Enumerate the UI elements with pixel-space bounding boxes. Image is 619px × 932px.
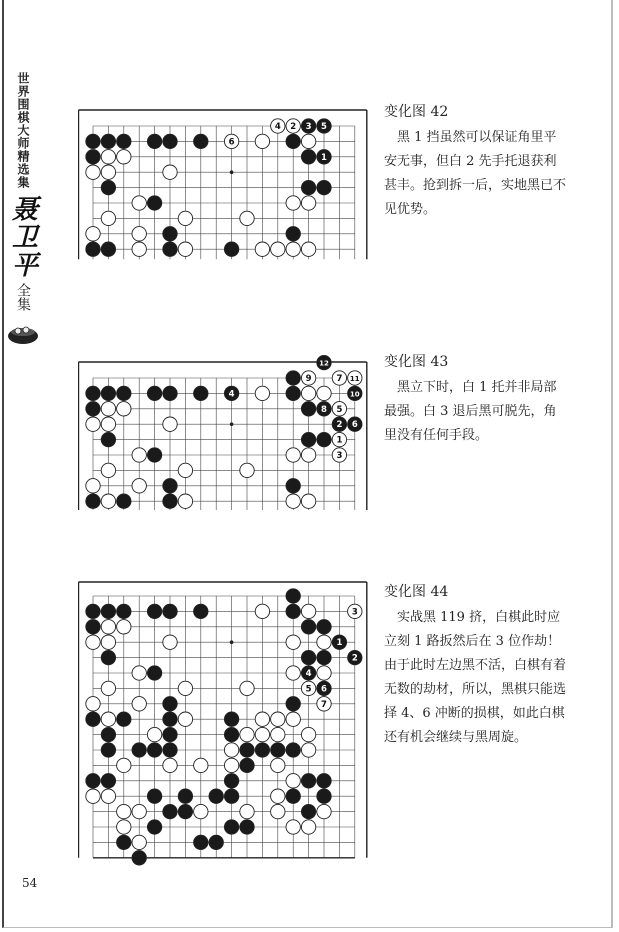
black-stone — [86, 620, 100, 634]
black-stone — [147, 604, 161, 618]
caption-body: 黑 1 挡虽然可以保证角里平安无事，但白 2 先手托退获利甚丰。抢到拆一后，实地黑已不见优势。 — [384, 130, 567, 217]
white-stone — [271, 789, 285, 803]
white-stone — [317, 386, 331, 400]
white-stone — [178, 681, 192, 695]
white-stone — [301, 604, 315, 618]
black-stone — [301, 432, 315, 446]
black-stone — [163, 479, 177, 493]
white-stone — [271, 758, 285, 772]
white-stone — [132, 804, 146, 818]
black-stone — [147, 386, 161, 400]
white-stone — [101, 165, 115, 179]
black-stone — [317, 789, 331, 803]
black-stone — [317, 119, 331, 133]
black-stone — [163, 386, 177, 400]
move-number: 3 — [336, 451, 343, 461]
move-number: 12 — [319, 359, 329, 368]
white-stone — [301, 242, 315, 256]
move-number: 3 — [351, 607, 358, 618]
black-stone — [224, 242, 238, 256]
black-stone — [240, 758, 254, 772]
black-stone — [348, 386, 362, 400]
white-stone — [132, 448, 146, 462]
black-stone — [286, 479, 300, 493]
star-point — [230, 422, 234, 426]
move-number: 2 — [351, 653, 358, 664]
white-stone — [240, 681, 254, 695]
white-stone — [86, 789, 100, 803]
black-stone — [147, 448, 161, 462]
white-stone — [271, 242, 285, 256]
star-point — [230, 640, 234, 644]
white-stone — [301, 196, 315, 210]
caption-body: 实战黑 119 挤，白棋此时应立刻 1 路扳然后在 3 位作劫！由于此时左边黑不活，白棋有着无数的劫材，所以，黑棋只能选择 4、6 冲断的损棋，如此白棋还有机会继续与黑周旋。 — [384, 610, 567, 745]
white-stone — [86, 227, 100, 241]
white-stone — [132, 697, 146, 711]
black-stone — [86, 134, 100, 148]
black-stone — [117, 386, 131, 400]
black-stone — [101, 242, 115, 256]
black-stone — [317, 355, 331, 369]
go-bowl-icon — [6, 323, 40, 345]
white-stone — [301, 134, 315, 148]
move-number: 10 — [349, 390, 360, 399]
black-stone — [101, 432, 115, 446]
white-stone — [147, 727, 161, 741]
white-stone — [101, 789, 115, 803]
white-stone — [332, 448, 346, 462]
black-stone — [194, 604, 208, 618]
white-stone — [332, 371, 346, 385]
black-stone — [147, 666, 161, 680]
black-stone — [163, 743, 177, 757]
caption-42 — [384, 100, 569, 222]
white-stone — [224, 743, 238, 757]
white-stone — [101, 402, 115, 416]
white-stone — [240, 804, 254, 818]
move-number: 6 — [351, 420, 358, 431]
move-number: 8 — [321, 404, 327, 415]
white-stone — [301, 727, 315, 741]
black-stone — [163, 134, 177, 148]
white-stone — [286, 448, 300, 462]
black-stone — [317, 180, 331, 194]
black-stone — [317, 402, 331, 416]
white-stone — [132, 666, 146, 680]
black-stone — [286, 227, 300, 241]
black-stone — [147, 820, 161, 834]
black-stone — [301, 620, 315, 634]
white-stone — [317, 635, 331, 649]
black-stone — [224, 820, 238, 834]
black-stone — [224, 386, 238, 400]
black-stone — [86, 242, 100, 256]
black-stone — [317, 681, 331, 695]
white-stone — [101, 463, 115, 477]
black-stone — [86, 774, 100, 788]
white-stone — [255, 386, 269, 400]
white-stone — [286, 666, 300, 680]
white-stone — [101, 494, 115, 508]
black-stone — [132, 743, 146, 757]
black-stone — [86, 712, 100, 726]
black-stone — [86, 386, 100, 400]
black-stone — [163, 697, 177, 711]
black-stone — [348, 650, 362, 664]
black-stone — [178, 789, 192, 803]
move-number: 7 — [321, 699, 327, 710]
white-stone — [132, 835, 146, 849]
white-stone — [286, 494, 300, 508]
black-stone — [301, 666, 315, 680]
white-stone — [255, 242, 269, 256]
black-stone — [147, 743, 161, 757]
white-stone — [317, 666, 331, 680]
black-stone — [286, 604, 300, 618]
move-number: 5 — [305, 684, 312, 695]
black-stone — [301, 774, 315, 788]
white-stone — [332, 402, 346, 416]
move-number: 6 — [228, 137, 235, 148]
white-stone — [101, 681, 115, 695]
white-stone — [271, 712, 285, 726]
black-stone — [286, 386, 300, 400]
black-stone — [332, 635, 346, 649]
white-stone — [301, 371, 315, 385]
black-stone — [101, 134, 115, 148]
white-stone — [86, 417, 100, 431]
white-stone — [117, 150, 131, 164]
black-stone — [101, 604, 115, 618]
white-stone — [117, 758, 131, 772]
move-number: 1 — [336, 435, 343, 446]
white-stone — [86, 697, 100, 711]
move-number: 4 — [274, 122, 281, 132]
black-stone — [117, 835, 131, 849]
white-stone — [178, 463, 192, 477]
caption-43 — [384, 350, 569, 448]
white-stone — [255, 712, 269, 726]
black-stone — [240, 820, 254, 834]
white-stone — [301, 494, 315, 508]
white-stone — [255, 727, 269, 741]
caption-body: 黑立下时，白 1 托并非局部最强。白 3 退后黑可脱先，角里没有任何手段。 — [384, 380, 557, 443]
white-stone — [271, 727, 285, 741]
white-stone — [301, 743, 315, 757]
white-stone — [224, 134, 238, 148]
black-stone — [332, 417, 346, 431]
black-stone — [86, 494, 100, 508]
white-stone — [286, 119, 300, 133]
black-stone — [163, 227, 177, 241]
move-number: 3 — [305, 122, 312, 132]
star-point — [230, 170, 234, 174]
move-number: 1 — [336, 638, 343, 649]
white-stone — [86, 165, 100, 179]
black-stone — [86, 150, 100, 164]
caption-title: 变化图 42 — [384, 104, 449, 120]
move-number: 2 — [336, 420, 343, 431]
white-stone — [163, 758, 177, 772]
caption-title: 变化图 44 — [384, 584, 449, 600]
black-stone — [286, 789, 300, 803]
white-stone — [317, 804, 331, 818]
white-stone — [348, 371, 362, 385]
black-stone — [117, 134, 131, 148]
white-stone — [163, 165, 177, 179]
white-stone — [117, 820, 131, 834]
go-board-42 — [78, 108, 368, 260]
move-number: 9 — [305, 374, 312, 384]
white-stone — [101, 635, 115, 649]
black-stone — [101, 727, 115, 741]
white-stone — [301, 681, 315, 695]
caption-44 — [384, 580, 569, 750]
white-stone — [117, 804, 131, 818]
white-stone — [132, 479, 146, 493]
black-stone — [271, 743, 285, 757]
white-stone — [332, 432, 346, 446]
black-stone — [101, 180, 115, 194]
black-stone — [317, 650, 331, 664]
black-stone — [86, 604, 100, 618]
black-stone — [101, 774, 115, 788]
white-stone — [178, 494, 192, 508]
white-stone — [301, 386, 315, 400]
move-number: 1 — [321, 152, 327, 163]
black-stone — [317, 774, 331, 788]
black-stone — [286, 371, 300, 385]
black-stone — [301, 180, 315, 194]
white-stone — [86, 479, 100, 493]
white-stone — [163, 635, 177, 649]
black-stone — [317, 432, 331, 446]
black-stone — [117, 712, 131, 726]
white-stone — [301, 820, 315, 834]
white-stone — [132, 242, 146, 256]
black-stone — [194, 386, 208, 400]
black-stone — [286, 589, 300, 603]
white-stone — [101, 417, 115, 431]
white-stone — [101, 150, 115, 164]
white-stone — [101, 712, 115, 726]
white-stone — [194, 758, 208, 772]
series-title: 世界围棋大师精选集 — [16, 72, 30, 189]
black-stone — [163, 804, 177, 818]
go-board-44 — [78, 580, 368, 868]
white-stone — [101, 620, 115, 634]
white-stone — [86, 635, 100, 649]
black-stone — [348, 417, 362, 431]
black-stone — [209, 835, 223, 849]
white-stone — [255, 604, 269, 618]
black-stone — [101, 650, 115, 664]
black-stone — [317, 620, 331, 634]
move-number: 6 — [321, 684, 327, 695]
black-stone — [147, 789, 161, 803]
black-stone — [101, 386, 115, 400]
white-stone — [317, 697, 331, 711]
move-number: 2 — [290, 122, 297, 132]
black-stone — [86, 402, 100, 416]
book-subtitle: 全集 — [15, 283, 31, 311]
white-stone — [240, 463, 254, 477]
white-stone — [101, 211, 115, 225]
black-stone — [117, 604, 131, 618]
black-stone — [301, 402, 315, 416]
white-stone — [117, 620, 131, 634]
black-stone — [286, 697, 300, 711]
white-stone — [286, 820, 300, 834]
white-stone — [286, 712, 300, 726]
book-spine — [6, 72, 40, 345]
black-stone — [147, 196, 161, 210]
black-stone — [240, 743, 254, 757]
white-stone — [224, 758, 238, 772]
move-number: 7 — [336, 374, 343, 384]
move-number: 5 — [336, 404, 343, 415]
white-stone — [255, 134, 269, 148]
black-stone — [147, 134, 161, 148]
black-stone — [101, 743, 115, 757]
black-stone — [286, 743, 300, 757]
black-stone — [317, 150, 331, 164]
black-stone — [255, 743, 269, 757]
black-stone — [209, 789, 223, 803]
white-stone — [194, 804, 208, 818]
white-stone — [286, 635, 300, 649]
move-number: 5 — [321, 122, 327, 132]
white-stone — [178, 242, 192, 256]
white-stone — [132, 196, 146, 210]
black-stone — [194, 134, 208, 148]
black-stone — [178, 804, 192, 818]
black-stone — [224, 712, 238, 726]
black-stone — [194, 835, 208, 849]
black-stone — [224, 727, 238, 741]
white-stone — [163, 417, 177, 431]
caption-title: 变化图 43 — [384, 354, 449, 370]
black-stone — [163, 494, 177, 508]
black-stone — [163, 242, 177, 256]
book-name: 聂卫平 — [7, 195, 38, 279]
black-stone — [301, 150, 315, 164]
black-stone — [224, 789, 238, 803]
white-stone — [240, 727, 254, 741]
black-stone — [224, 774, 238, 788]
white-stone — [240, 211, 254, 225]
white-stone — [271, 119, 285, 133]
white-stone — [178, 712, 192, 726]
white-stone — [286, 196, 300, 210]
white-stone — [117, 402, 131, 416]
go-board-43 — [78, 352, 368, 510]
black-stone — [117, 494, 131, 508]
black-stone — [301, 119, 315, 133]
black-stone — [301, 804, 315, 818]
move-number: 4 — [228, 389, 235, 400]
white-stone — [132, 227, 146, 241]
black-stone — [132, 851, 146, 865]
black-stone — [163, 727, 177, 741]
black-stone — [163, 604, 177, 618]
white-stone — [178, 211, 192, 225]
black-stone — [301, 650, 315, 664]
white-stone — [348, 604, 362, 618]
move-number: 11 — [349, 375, 360, 383]
white-stone — [286, 774, 300, 788]
white-stone — [301, 448, 315, 462]
black-stone — [286, 134, 300, 148]
white-stone — [286, 242, 300, 256]
page-number: 54 — [22, 876, 38, 890]
white-stone — [271, 804, 285, 818]
move-number: 4 — [305, 669, 312, 679]
black-stone — [163, 712, 177, 726]
